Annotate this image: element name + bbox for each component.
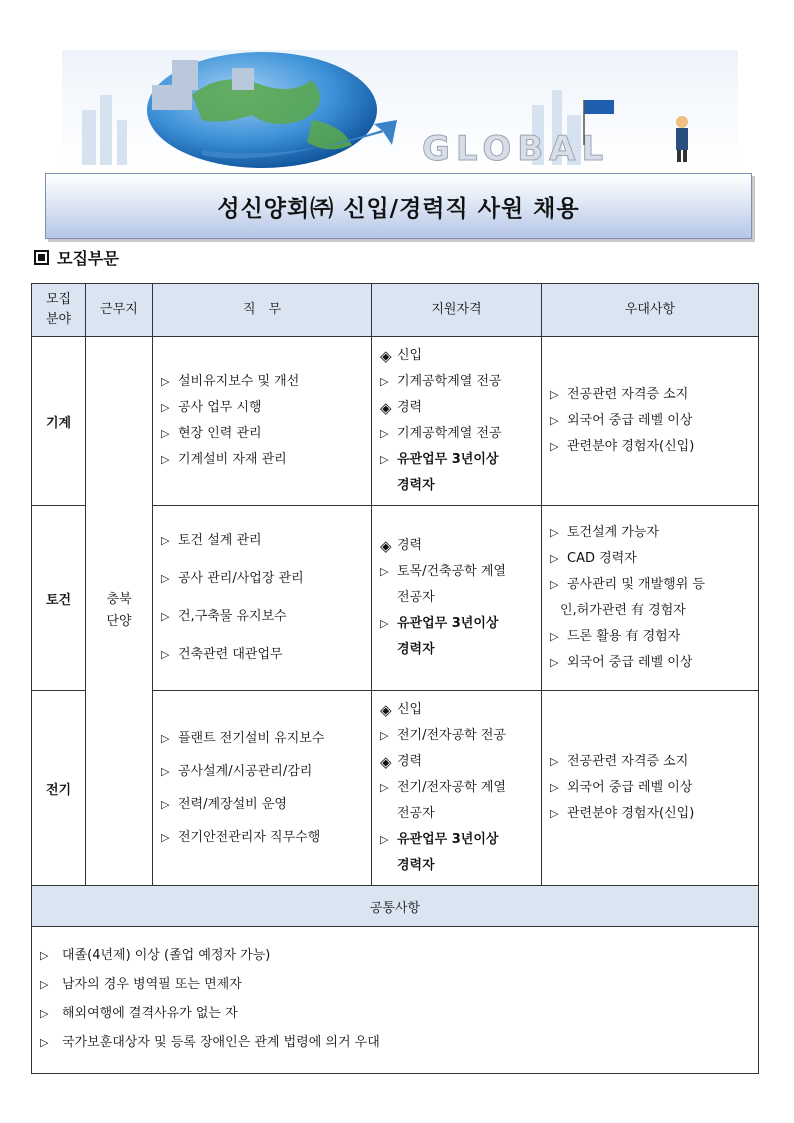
triangle-bullet-icon: ▷ <box>550 552 559 565</box>
list-item: ▷ 토건 설계 관리 <box>161 522 363 560</box>
triangle-bullet-icon: ▷ <box>161 375 170 388</box>
triangle-bullet-icon: ▷ <box>380 375 389 388</box>
triangle-bullet-icon: ▷ <box>161 401 170 414</box>
triangle-bullet-icon: ▷ <box>550 807 559 820</box>
triangle-bullet-icon: ▷ <box>161 732 170 745</box>
square-bullet-icon <box>34 250 49 265</box>
field-name: 전기 <box>32 691 86 886</box>
list-item: ▷ 현장 인력 관리 <box>161 421 363 447</box>
list-item: ▷ 공사 업무 시행 <box>161 395 363 421</box>
triangle-bullet-icon: ▷ <box>161 648 170 661</box>
title-box <box>45 173 752 239</box>
list-item: ▷ 대졸(4년제) 이상 (졸업 예정자 가능) <box>40 941 750 970</box>
triangle-bullet-icon: ▷ <box>161 798 170 811</box>
triangle-bullet-icon: ▷ <box>380 427 389 440</box>
list-item-continued: 경력자 <box>397 642 435 657</box>
triangle-bullet-icon: ▷ <box>550 414 559 427</box>
list-item: ◈ 경력 <box>380 749 533 775</box>
diamond-bullet-icon: ◈ <box>380 701 392 719</box>
list-item: ▷ 관련분야 경험자(신입) <box>550 434 750 460</box>
triangle-bullet-icon: ▷ <box>161 831 170 844</box>
preference-list <box>542 506 759 691</box>
qualification-list <box>372 337 542 506</box>
table-header-row <box>32 284 759 337</box>
duty-list <box>153 691 372 886</box>
list-item: ▷ 공사관리 및 개발행위 등 <box>550 572 750 598</box>
diamond-bullet-icon: ◈ <box>380 537 392 555</box>
triangle-bullet-icon: ▷ <box>380 729 389 742</box>
diamond-bullet-icon: ◈ <box>380 347 392 365</box>
list-item: ▷ 플랜트 전기설비 유지보수 <box>161 722 363 755</box>
triangle-bullet-icon: ▷ <box>550 526 559 539</box>
list-item: ◈ 신입 <box>380 697 533 723</box>
list-item: ▷ 전공관련 자격증 소지 <box>550 749 750 775</box>
list-item: ▷ 남자의 경우 병역필 또는 면제자 <box>40 970 750 999</box>
list-item: ◈ 경력 <box>380 533 533 559</box>
list-item: ▷ 드론 활용 有 경험자 <box>550 624 750 650</box>
list-item: ◈ 경력 <box>380 395 533 421</box>
triangle-bullet-icon: ▷ <box>161 534 170 547</box>
list-item: ▷ 공사 관리/사업장 관리 <box>161 560 363 598</box>
triangle-bullet-icon: ▷ <box>161 610 170 623</box>
common-header-row <box>32 886 759 927</box>
triangle-bullet-icon: ▷ <box>550 440 559 453</box>
triangle-bullet-icon: ▷ <box>40 949 49 962</box>
list-item: ▷ 유관업무 3년이상 <box>380 827 533 853</box>
list-item: ▷ 토건설계 가능자 <box>550 520 750 546</box>
list-item: ▷ 유관업무 3년이상 <box>380 611 533 637</box>
triangle-bullet-icon: ▷ <box>161 765 170 778</box>
duty-list <box>153 506 372 691</box>
triangle-bullet-icon: ▷ <box>550 578 559 591</box>
triangle-bullet-icon: ▷ <box>380 617 389 630</box>
triangle-bullet-icon: ▷ <box>161 572 170 585</box>
list-item: ▷ 기계공학계열 전공 <box>380 369 533 395</box>
field-name: 토건 <box>32 506 86 691</box>
list-item: ▷ 전기/전자공학 전공 <box>380 723 533 749</box>
recruitment-table <box>31 283 759 1074</box>
list-item: ▷ 유관업무 3년이상 <box>380 447 533 473</box>
list-item-continued: 인,허가관련 有 경험자 <box>560 603 686 618</box>
list-item: ▷ 건축관련 대관업무 <box>161 636 363 674</box>
list-item: ▷ 관련분야 경험자(신입) <box>550 801 750 827</box>
list-item: ▷ 설비유지보수 및 개선 <box>161 369 363 395</box>
list-item: ▷ 전력/계장설비 운영 <box>161 788 363 821</box>
header-duty: 직 무 <box>153 284 372 337</box>
banner-global-text: GLOBAL <box>422 129 610 169</box>
work-location: 충북 단양 <box>86 337 153 886</box>
header-location: 근무지 <box>86 284 153 337</box>
list-item: ◈ 신입 <box>380 343 533 369</box>
triangle-bullet-icon: ▷ <box>380 833 389 846</box>
qualification-list <box>372 691 542 886</box>
triangle-bullet-icon: ▷ <box>40 1036 49 1049</box>
list-item: ▷ CAD 경력자 <box>550 546 750 572</box>
triangle-bullet-icon: ▷ <box>40 978 49 991</box>
triangle-bullet-icon: ▷ <box>380 781 389 794</box>
triangle-bullet-icon: ▷ <box>161 427 170 440</box>
list-item: ▷ 국가보훈대상자 및 등록 장애인은 관계 법령에 의거 우대 <box>40 1028 750 1057</box>
preference-list <box>542 337 759 506</box>
triangle-bullet-icon: ▷ <box>550 388 559 401</box>
diamond-bullet-icon: ◈ <box>380 399 392 417</box>
section-heading <box>34 246 119 269</box>
field-name: 기계 <box>32 337 86 506</box>
common-title: 공통사항 <box>32 886 759 927</box>
triangle-bullet-icon: ▷ <box>380 453 389 466</box>
list-item: ▷ 해외여행에 결격사유가 없는 자 <box>40 999 750 1028</box>
triangle-bullet-icon: ▷ <box>550 630 559 643</box>
duty-list <box>153 337 372 506</box>
header-preference: 우대사항 <box>542 284 759 337</box>
list-item: ▷ 외국어 중급 레벨 이상 <box>550 408 750 434</box>
qualification-list <box>372 506 542 691</box>
list-item: ▷ 기계공학계열 전공 <box>380 421 533 447</box>
triangle-bullet-icon: ▷ <box>161 453 170 466</box>
list-item: ▷ 전기/전자공학 계열 <box>380 775 533 801</box>
global-banner <box>62 50 738 170</box>
header-field: 모집 분야 <box>32 284 86 337</box>
table-row-mech <box>32 337 759 506</box>
list-item-continued: 경력자 <box>397 478 435 493</box>
section-title: 모집부문 <box>57 249 119 268</box>
common-list <box>32 927 759 1074</box>
list-item: ▷ 전기안전관리자 직무수행 <box>161 821 363 854</box>
list-item: ▷ 공사설계/시공관리/감리 <box>161 755 363 788</box>
list-item-continued: 전공자 <box>397 806 435 821</box>
preference-list <box>542 691 759 886</box>
list-item: ▷ 외국어 중급 레벨 이상 <box>550 775 750 801</box>
list-item: ▷ 외국어 중급 레벨 이상 <box>550 650 750 676</box>
triangle-bullet-icon: ▷ <box>550 781 559 794</box>
list-item: ▷ 전공관련 자격증 소지 <box>550 382 750 408</box>
list-item: ▷ 토목/건축공학 계열 <box>380 559 533 585</box>
triangle-bullet-icon: ▷ <box>380 565 389 578</box>
diamond-bullet-icon: ◈ <box>380 753 392 771</box>
triangle-bullet-icon: ▷ <box>40 1007 49 1020</box>
page-title: 성신양회㈜ 신입/경력직 사원 채용 <box>217 195 580 222</box>
header-qualification: 지원자격 <box>372 284 542 337</box>
list-item: ▷ 기계설비 자재 관리 <box>161 447 363 473</box>
triangle-bullet-icon: ▷ <box>550 755 559 768</box>
list-item-continued: 전공자 <box>397 590 435 605</box>
list-item: ▷ 건,구축물 유지보수 <box>161 598 363 636</box>
common-body-row <box>32 927 759 1074</box>
triangle-bullet-icon: ▷ <box>550 656 559 669</box>
list-item-continued: 경력자 <box>397 858 435 873</box>
